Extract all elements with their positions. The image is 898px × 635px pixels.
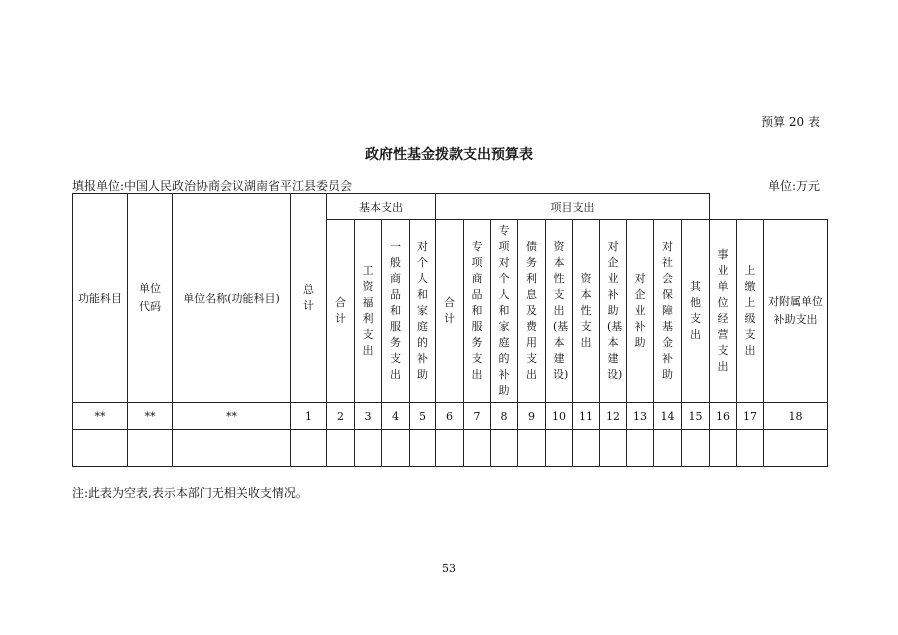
fill-unit: 填报单位:中国人民政治协商会议湖南省平江县委员会 — [72, 179, 353, 193]
header-project-col: 合计 — [436, 220, 464, 403]
empty-cell — [382, 430, 410, 467]
header-basic-col: 对个人和家庭的补助 — [410, 220, 436, 403]
empty-cell — [491, 430, 518, 467]
empty-cell — [436, 430, 464, 467]
number-cell: ** — [73, 403, 128, 430]
header-project-col: 对社会保障基金补助 — [654, 220, 682, 403]
empty-cell — [518, 430, 546, 467]
header-unit-code: 单位代码 — [128, 194, 173, 403]
empty-cell — [173, 430, 291, 467]
number-cell: 9 — [518, 403, 546, 430]
budget-table — [72, 193, 828, 467]
header-project-col: 其他支出 — [682, 220, 710, 403]
number-cell: ** — [128, 403, 173, 430]
number-cell: 4 — [382, 403, 410, 430]
number-cell: 8 — [491, 403, 518, 430]
number-cell: 12 — [600, 403, 627, 430]
empty-cell — [327, 430, 355, 467]
number-cell: ** — [173, 403, 291, 430]
number-cell: 1 — [291, 403, 327, 430]
header-project-col: 债务利息及费用支出 — [518, 220, 546, 403]
empty-cell — [546, 430, 573, 467]
header-basic-col: 工资福利支出 — [355, 220, 382, 403]
empty-cell — [627, 430, 654, 467]
page-number: 53 — [442, 562, 456, 575]
number-cell: 5 — [410, 403, 436, 430]
table-note: 注:此表为空表,表示本部门无相关收支情况。 — [72, 486, 308, 500]
number-cell: 15 — [682, 403, 710, 430]
header-project-group: 项目支出 — [436, 194, 710, 220]
header-project-col: 资本性支出(基本建设) — [546, 220, 573, 403]
table-row — [73, 403, 828, 430]
number-cell: 16 — [710, 403, 737, 430]
empty-cell — [682, 430, 710, 467]
empty-cell — [764, 430, 828, 467]
header-project-col: 资本性支出 — [573, 220, 600, 403]
empty-cell — [128, 430, 173, 467]
header-basic-col: 一般商品和服务支出 — [382, 220, 410, 403]
header-subunit-expense: 对附属单位补助支出 — [764, 220, 828, 403]
table-number: 预算 20 表 — [761, 115, 820, 129]
number-cell: 6 — [436, 403, 464, 430]
empty-cell — [654, 430, 682, 467]
empty-cell — [464, 430, 491, 467]
header-upper-expense: 上缴上级支出 — [737, 220, 764, 403]
number-cell: 17 — [737, 403, 764, 430]
empty-cell — [355, 430, 382, 467]
number-cell: 2 — [327, 403, 355, 430]
header-project-col: 对企业补助 — [627, 220, 654, 403]
header-project-col: 专项商品和服务支出 — [464, 220, 491, 403]
header-project-col: 对企业补助(基本建设) — [600, 220, 627, 403]
header-total: 总计 — [291, 194, 327, 403]
number-cell: 11 — [573, 403, 600, 430]
number-cell: 3 — [355, 403, 382, 430]
empty-cell — [291, 430, 327, 467]
number-cell: 10 — [546, 403, 573, 430]
page-title: 政府性基金拨款支出预算表 — [365, 147, 533, 163]
currency-unit: 单位:万元 — [767, 179, 820, 193]
number-cell: 14 — [654, 403, 682, 430]
header-basic-group: 基本支出 — [327, 194, 436, 220]
header-unit-name: 单位名称(功能科目) — [173, 194, 291, 403]
header-basic-col: 合计 — [327, 220, 355, 403]
header-func-subject: 功能科目 — [73, 194, 128, 403]
header-biz-expense: 事业单位经营支出 — [710, 220, 737, 403]
empty-cell — [710, 430, 737, 467]
number-cell: 13 — [627, 403, 654, 430]
header-blank — [710, 194, 828, 220]
empty-cell — [573, 430, 600, 467]
number-cell: 18 — [764, 403, 828, 430]
number-cell: 7 — [464, 403, 491, 430]
table-row — [73, 430, 828, 467]
empty-cell — [73, 430, 128, 467]
header-project-col: 专项对个人和家庭的补助 — [491, 220, 518, 403]
empty-cell — [600, 430, 627, 467]
empty-cell — [737, 430, 764, 467]
empty-cell — [410, 430, 436, 467]
